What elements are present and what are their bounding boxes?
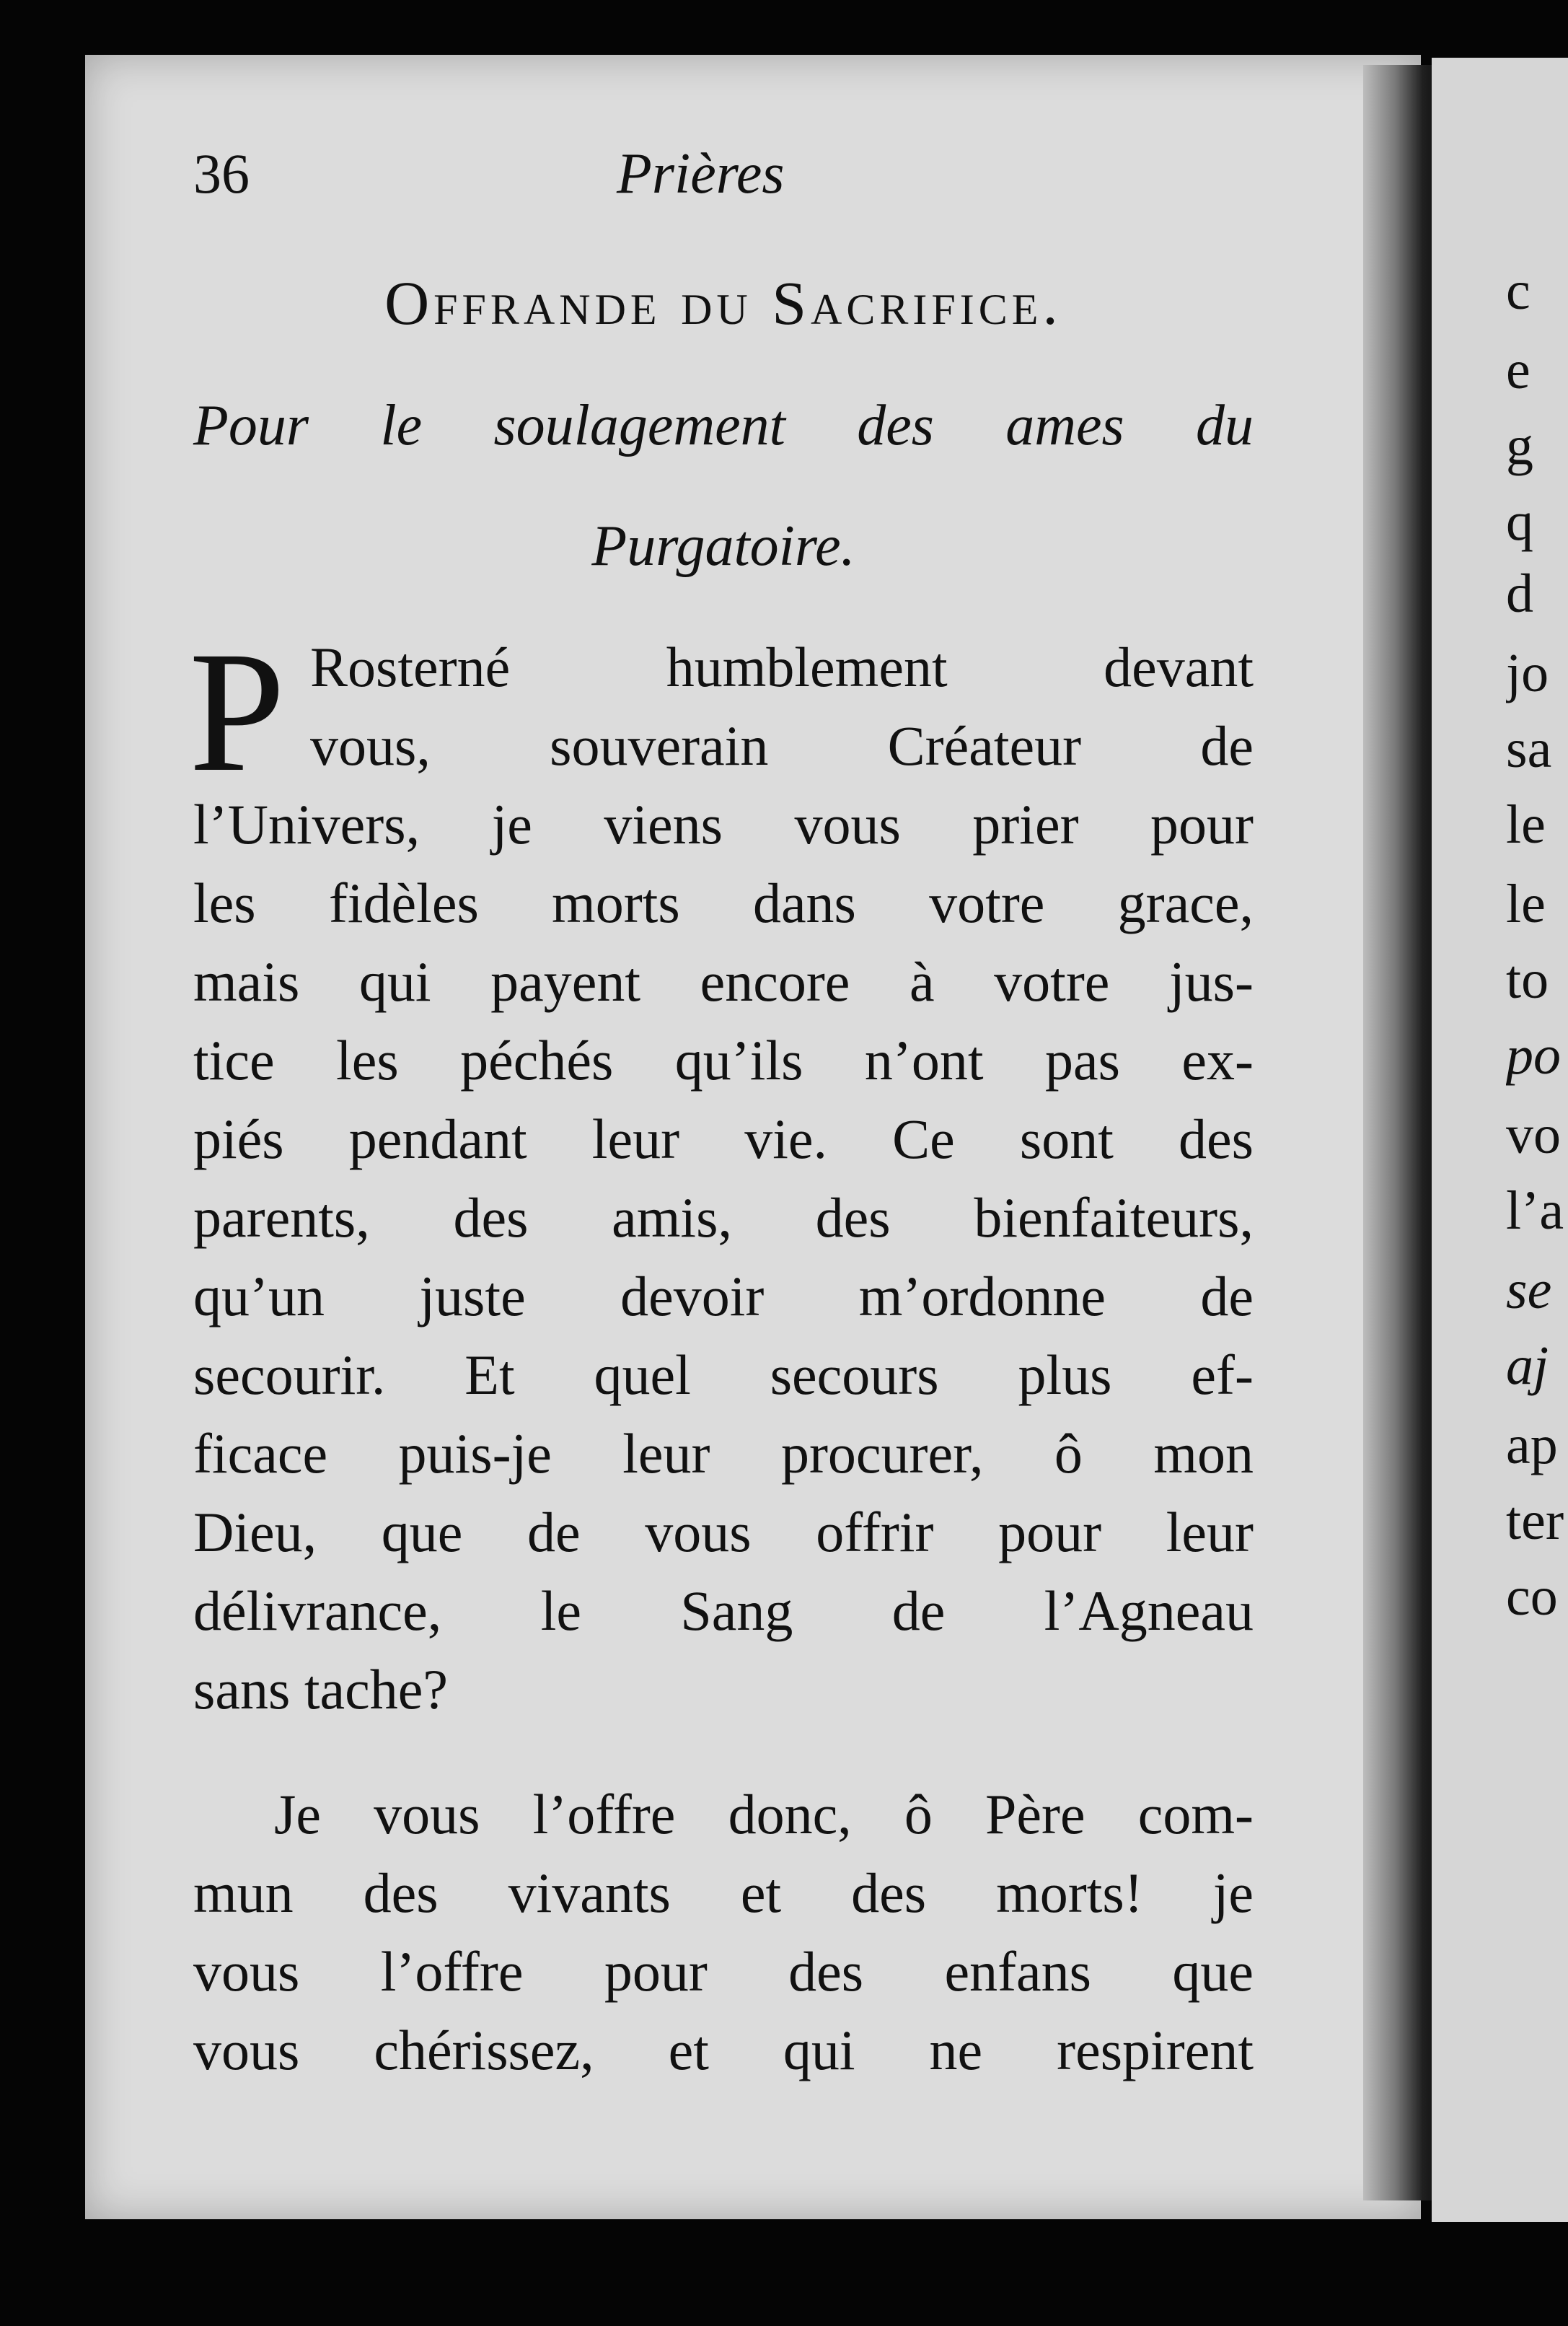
facing-page-fragment: ter bbox=[1506, 1491, 1564, 1551]
para1-line: secourir. Et quel secours plus ef- bbox=[193, 1343, 1254, 1406]
facing-page-fragment: to bbox=[1506, 949, 1549, 1010]
facing-page-fragment: sa bbox=[1506, 719, 1552, 779]
para2-line: vous l’offre pour des enfans que bbox=[193, 1940, 1254, 2003]
section-subtitle-line-2: Purgatoire. bbox=[591, 514, 855, 578]
para1-line: Rosterné humblement devant bbox=[310, 636, 1254, 698]
facing-page-fragment: le bbox=[1506, 874, 1546, 934]
facing-page-fragment: le bbox=[1506, 794, 1546, 855]
facing-page-fragment: c bbox=[1506, 260, 1530, 321]
para2-line: mun des vivants et des morts! je bbox=[193, 1861, 1254, 1924]
para1-line: piés pendant leur vie. Ce sont des bbox=[193, 1107, 1254, 1170]
section-subtitle-line-1: Pour le soulagement des ames du bbox=[193, 394, 1254, 457]
para1-line: mais qui payent encore à votre jus- bbox=[193, 950, 1254, 1013]
facing-page-fragment: g bbox=[1506, 416, 1533, 476]
section-title: Offrande du Sacrifice. bbox=[384, 268, 1062, 338]
facing-page-fragment: jo bbox=[1506, 643, 1549, 703]
para1-line: vous, souverain Créateur de bbox=[310, 714, 1254, 777]
para1-line: ficace puis-je leur procurer, ô mon bbox=[193, 1422, 1254, 1485]
para1-line: qu’un juste devoir m’ordonne de bbox=[193, 1265, 1254, 1327]
para1-line: tice les péchés qu’ils n’ont pas ex- bbox=[193, 1029, 1254, 1092]
facing-page-fragment: q bbox=[1506, 491, 1533, 552]
para2-line: Je vous l’offre donc, ô Père com- bbox=[274, 1783, 1254, 1846]
drop-cap: P bbox=[189, 615, 286, 807]
para2-line: vous chérissez, et qui ne respirent bbox=[193, 2019, 1254, 2081]
para1-line: l’Univers, je viens vous prier pour bbox=[193, 793, 1254, 856]
running-head: Prières bbox=[617, 142, 785, 206]
facing-page-fragment: vo bbox=[1506, 1105, 1561, 1165]
para1-line: délivrance, le Sang de l’Agneau bbox=[193, 1579, 1254, 1642]
para1-line: sans tache? bbox=[193, 1658, 448, 1721]
facing-page-fragment: l’a bbox=[1506, 1180, 1564, 1241]
facing-page-fragment: se bbox=[1506, 1260, 1552, 1320]
facing-page-fragment: d bbox=[1506, 563, 1533, 624]
page-number: 36 bbox=[193, 142, 250, 205]
book-gutter-shadow bbox=[1363, 65, 1443, 2200]
facing-page-fragment: co bbox=[1506, 1566, 1558, 1627]
para1-line: parents, des amis, des bienfaiteurs, bbox=[193, 1186, 1254, 1249]
facing-page-fragment: aj bbox=[1506, 1335, 1549, 1396]
para1-line: les fidèles morts dans votre grace, bbox=[193, 872, 1254, 934]
para1-line: Dieu, que de vous offrir pour leur bbox=[193, 1501, 1254, 1563]
facing-page-fragment: e bbox=[1506, 340, 1530, 400]
facing-page-fragment: po bbox=[1506, 1025, 1561, 1086]
facing-page-fragment: ap bbox=[1506, 1415, 1558, 1475]
